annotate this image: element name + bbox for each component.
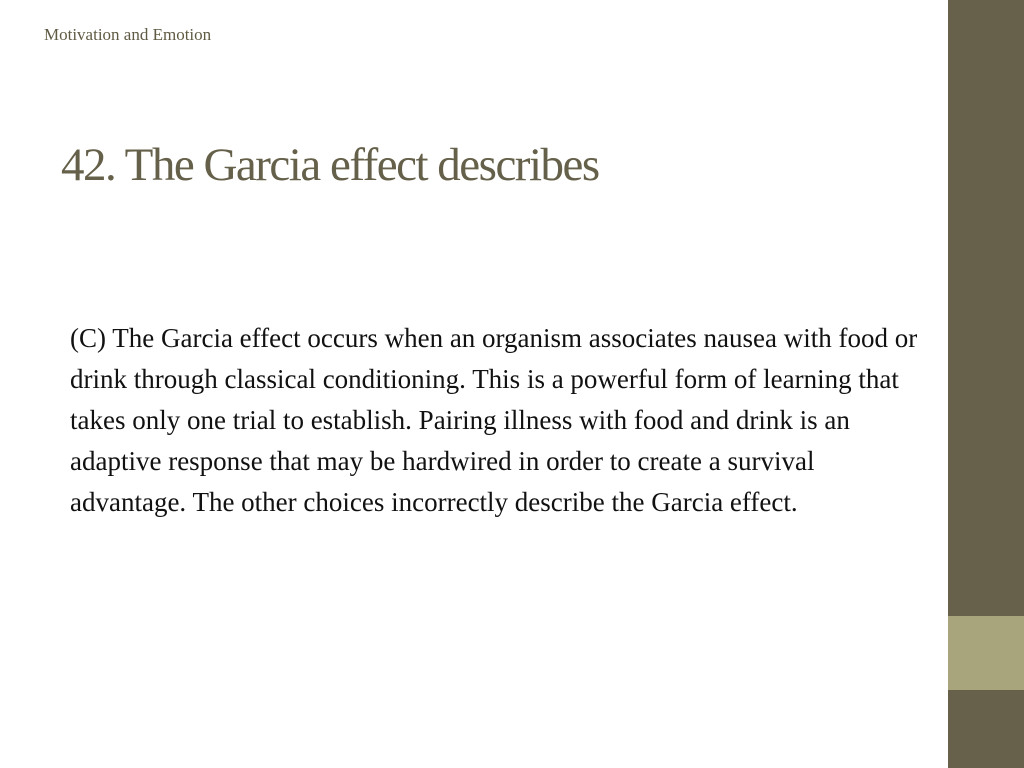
slide-body-text: (C) The Garcia effect occurs when an organism associates nausea with food or drink through classical conditioning. This is a powerful form of learning that takes only one trial to establish. Pairing illness with food and drink is an adaptive response that may be hardwired in order to create a survival advantage. The other choices incorrectly describe the Garcia effect. — [70, 323, 918, 517]
slide-title: 42. The Garcia effect describes — [61, 139, 599, 191]
sidebar-accent-block — [948, 616, 1024, 690]
header-label: Motivation and Emotion — [44, 25, 212, 44]
